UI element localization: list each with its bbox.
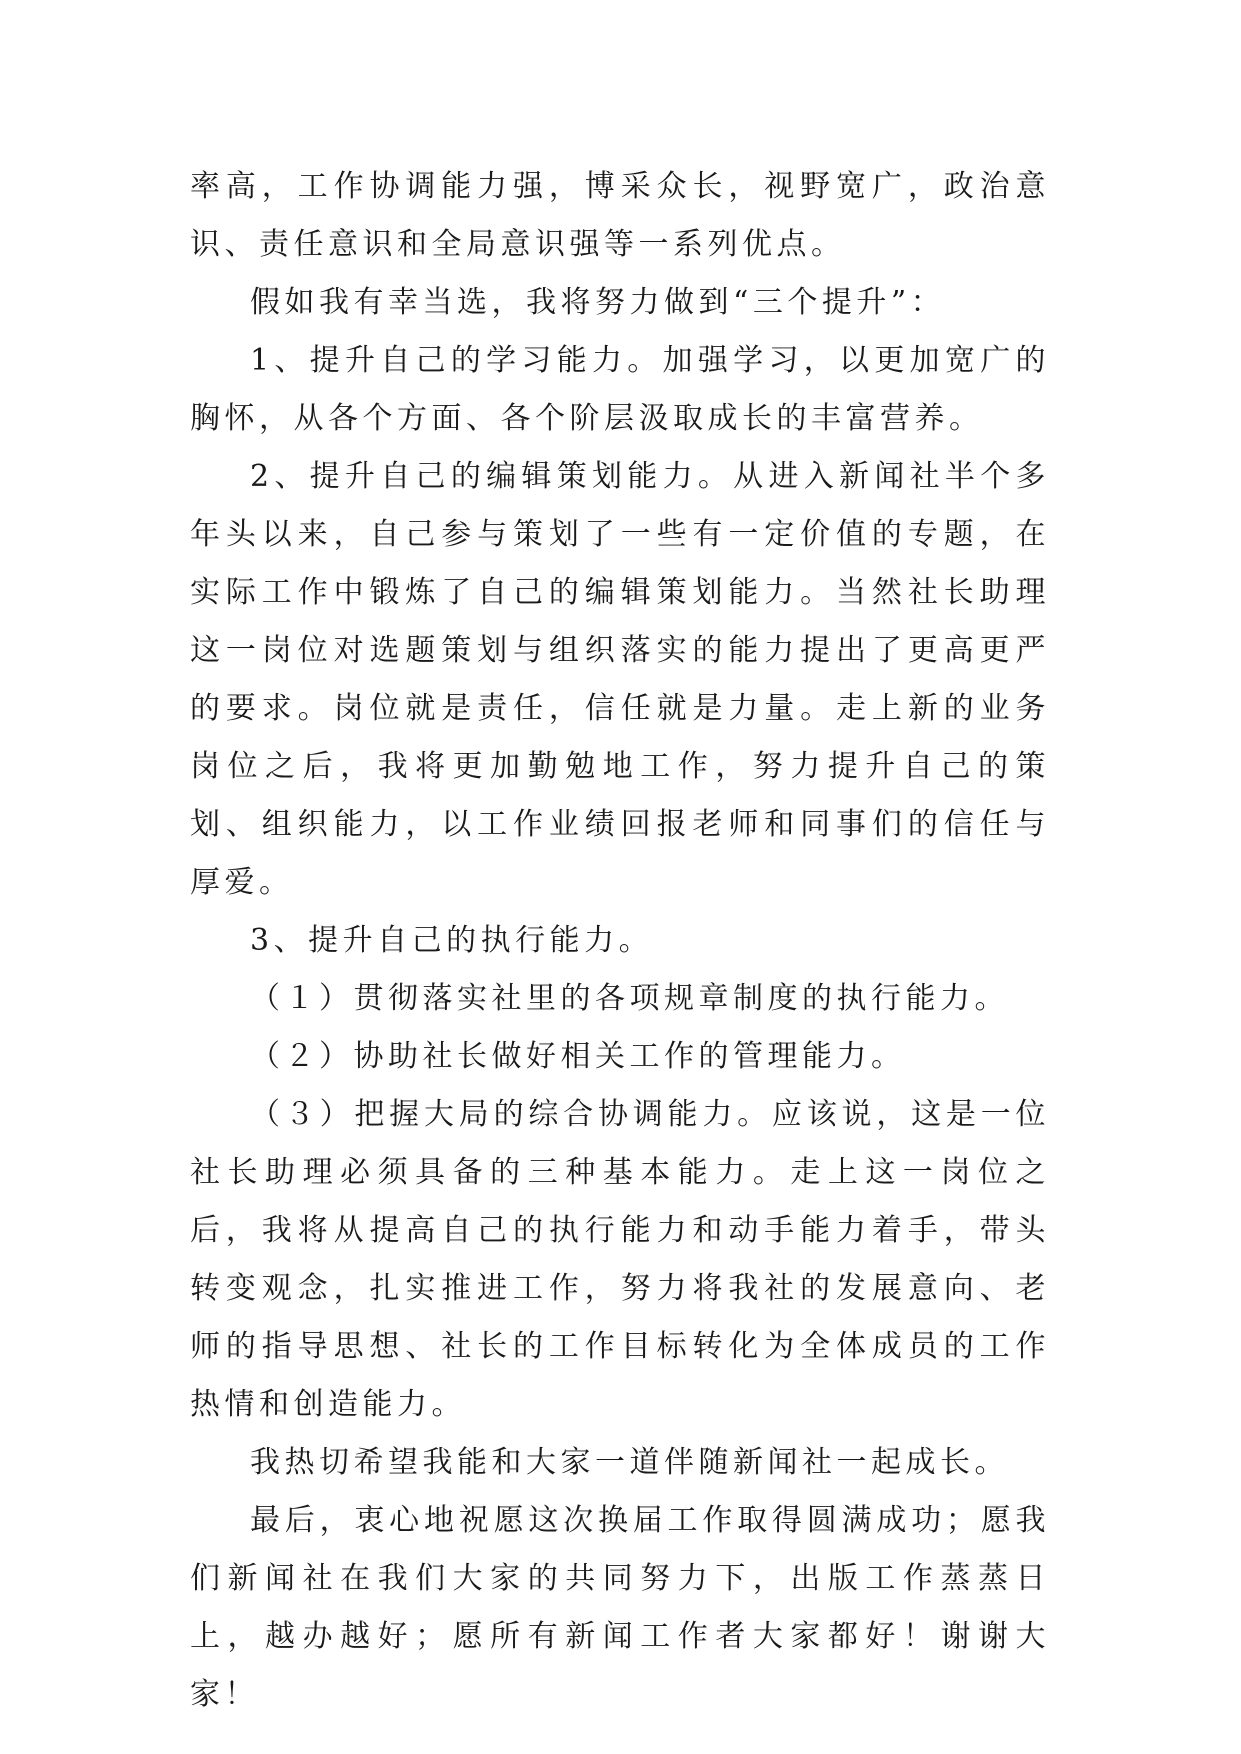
paragraph-9: 我热切希望我能和大家一道伴随新闻社一起成长。 [250,1445,1009,1480]
paragraph-4: 2、提升自己的编辑策划能力。从进入新闻社半个多年头以来，自己参与策划了一些有一定价值的专题，在实际工作中锻炼了自己的编辑策划能力。当然社长助理这一岗位对选题策划与组织落实的能力提出了更高更严的要求。岗位就是责任，信任就是力量。走上新的业务岗位之后，我将更加勤勉地工作，努力提升自己的策划、组织能力，以工作业绩回报老师和同事们的信任与厚爱。 [190,459,1050,900]
paragraph-6: （１）贯彻落实社里的各项规章制度的执行能力。 [250,981,1009,1016]
paragraph-5: 3、提升自己的执行能力。 [250,923,654,958]
paragraph-10: 最后，衷心地祝愿这次换届工作取得圆满成功；愿我们新闻社在我们大家的共同努力下，出版工作蒸蒸日上，越办越好；愿所有新闻工作者大家都好！谢谢大家！ [190,1503,1050,1712]
document-body [190,158,1050,1724]
paragraph-8: （３）把握大局的综合协调能力。应该说，这是一位社长助理必须具备的三种基本能力。走上这一岗位之后，我将从提高自己的执行能力和动手能力着手，带头转变观念，扎实推进工作，努力将我社的发展意向、老师的指导思想、社长的工作目标转化为全体成员的工作热情和创造能力。 [190,1097,1050,1422]
paragraph-7: （２）协助社长做好相关工作的管理能力。 [250,1039,906,1074]
paragraph-3: 1、提升自己的学习能力。加强学习，以更加宽广的胸怀，从各个方面、各个阶层汲取成长的丰富营养。 [190,343,1050,436]
paragraph-1: 率高，工作协调能力强，博采众长，视野宽广，政治意识、责任意识和全局意识强等一系列优点。 [190,169,1050,262]
paragraph-2: 假如我有幸当选，我将努力做到“三个提升”： [250,285,946,320]
